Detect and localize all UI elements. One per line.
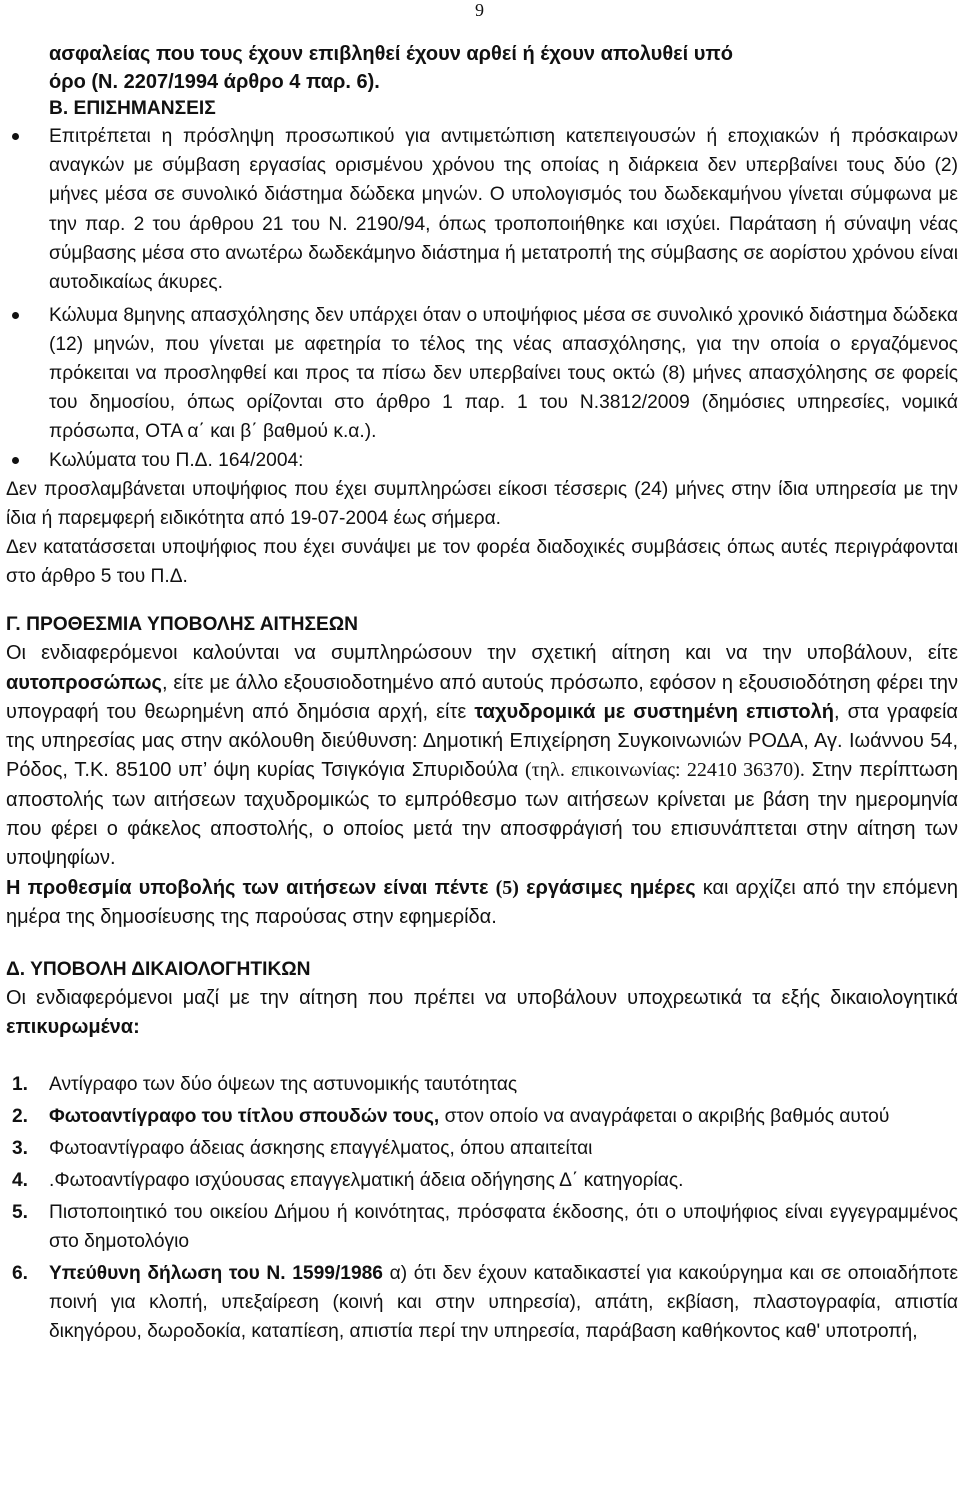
deadline-paragraph [6, 874, 958, 932]
list-number: 2. [12, 1105, 29, 1127]
bold-span: επικυρωμένα: [6, 1015, 140, 1038]
phone-span: (τηλ. επικοινωνίας: 22410 36370). [525, 759, 805, 782]
top-text [6, 40, 958, 96]
bullet-text: Κωλύματα του Π.Δ. 164/2004: [49, 450, 304, 472]
section-g-title: Γ. ΠΡΟΘΕΣΜΙΑ ΥΠΟΒΟΛΗΣ ΑΙΤΗΣΕΩΝ [6, 614, 359, 636]
list-text: α) ότι δεν έχουν καταδικαστεί για κακούργημα και σε οποιαδήποτε ποινή για κλοπή, υπεξαίρεση (κοινή και στην υπηρεσία), απάτη, εκβίαση, πλαστογραφία, απιστία δικηγόρου, δωροδοκία, καταπίεση, απιστία περί την υπηρεσία, παράβαση καθήκοντος καθ' υποτροπή, [49, 1262, 959, 1342]
bullet-item [6, 446, 958, 475]
text-span: και αρχίζει από την επόμενη ημέρα της δημοσίευσης της παρούσας στην εφημερίδα. [6, 876, 959, 928]
list-number: 3. [12, 1137, 29, 1159]
bullet-dot-icon [12, 133, 19, 140]
spacer [6, 932, 958, 956]
list-text: Πιστοποιητικό του οικείου Δήμου ή κοινότητας, πρόσφατα έκδοσης, ότι ο υποψήφιος είναι εγγεγραμμένος στο δημοτολόγιο [49, 1201, 958, 1252]
section-d-title: Δ. ΥΠΟΒΟΛΗ ΔΙΚΑΙΟΛΟΓΗΤΙΚΩΝ [6, 958, 311, 980]
list-bold-text: Φωτοαντίγραφο του τίτλου σπουδών τους, [49, 1105, 440, 1127]
bullet-dot-icon [12, 457, 19, 464]
text-span: Οι ενδιαφερόμενοι καλούνται να συμπληρώσουν την σχετική αίτηση και να την υποβάλουν, είτε [6, 642, 958, 665]
list-item [6, 1259, 958, 1346]
list-text: Αντίγραφο των δύο όψεων της αστυνομικής ταυτότητας [49, 1073, 518, 1095]
list-bold-text: Υπεύθυνη δήλωση του Ν. 1599/1986 [49, 1262, 383, 1284]
list-number: 4. [12, 1169, 29, 1191]
section-g-body [6, 639, 958, 873]
document-body [6, 40, 958, 1349]
paragraph: Δεν κατατάσσεται υποψήφιος που έχει συνάψει με τον φορέα διαδοχικές συμβάσεις όπως αυτές περιγράφονται στο άρθρο 5 του Π.Δ. [6, 537, 958, 588]
list-text: .Φωτοαντίγραφο ισχύουσας επαγγελματική άδεια οδήγησης Δ΄ κατηγορίας. [49, 1169, 684, 1191]
section-b [6, 96, 958, 122]
spacer [6, 1042, 958, 1070]
spacer [6, 591, 958, 611]
text-span: , είτε με άλλο εξουσιοδοτημένο από αυτούς πρόσωπο, εφόσον η εξουσιοδότηση φέρει την υπογραφή του θεωρημένη από δημόσια αρχή, είτε [6, 671, 958, 723]
list-item [6, 1134, 958, 1163]
bold-span: Η προθεσμία υποβολής των αιτήσεων είναι πέντε [6, 876, 496, 899]
list-item [6, 1166, 958, 1195]
section-b-bullets [6, 122, 958, 475]
list-number: 6. [12, 1262, 29, 1284]
paragraph: Δεν προσλαμβάνεται υποψήφιος που έχει συμπληρώσει είκοσι τέσσερις (24) μήνες στην ίδια υπηρεσία με την ίδια ή παρεμφερή ειδικότητα από 19-07-2004 έως σήμερα. [6, 479, 958, 530]
text-span: Στην περίπτωση αποστολής των αιτήσεων ταχυδρομικώς το εμπρόθεσμο των αιτήσεων κρίνεται με βάση την ημερομηνία που φέρει ο φάκελος αποστολής, ο οποίος μετά την αποσφράγισή του επισυνάπτεται στην αίτηση των υποψηφίων. [6, 759, 958, 870]
top-text-line: όρο (Ν. 2207/1994 άρθρο 4 παρ. 6). [49, 71, 380, 93]
section-d-intro [6, 984, 958, 1042]
list-item [6, 1102, 958, 1131]
list-item [6, 1198, 958, 1256]
list-text: Φωτοαντίγραφο άδειας άσκησης επαγγέλματος, όπου απαιτείται [49, 1137, 593, 1159]
bold-span: αυτοπροσώπως [6, 671, 162, 694]
list-number: 1. [12, 1073, 29, 1095]
page-number: 9 [475, 0, 484, 20]
bullet-item [6, 122, 958, 297]
documents-list [6, 1070, 958, 1346]
bold-span: (5) [495, 876, 519, 899]
bullet-item [6, 301, 958, 446]
bullet-text: Κώλυμα 8μηνης απασχόλησης δεν υπάρχει όταν ο υποψήφιος μέσα σε συνολικό χρονικό διάστημα δώδεκα (12) μηνών, που γίνεται με αφετηρία το τέλος της νέας απασχόλησης, για την οποία ο εργαζόμενος πρόκειται να προσληφθεί και προς τα πίσω δεν υπερβαίνει τους οκτώ (8) μήνες απασχόλησης σε φορείς του δημοσίου, όπως ορίζονται στο άρθρο 1 παρ. 1 του Ν.3812/2009 (δημόσιες υπηρεσίες, νομικά πρόσωπα, ΟΤΑ α΄ και β΄ βαθμού κ.α.). [49, 305, 958, 443]
bold-span: ταχυδρομικά με συστημένη επιστολή [474, 700, 834, 723]
top-text-line: ασφαλείας που τους έχουν επιβληθεί έχουν αρθεί ή έχουν απολυθεί υπό [49, 43, 733, 65]
bullet-text: Επιτρέπεται η πρόσληψη προσωπικού για αντιμετώπιση κατεπειγουσών ή εποχιακών ή πρόσκαιρων αναγκών με σύμβαση εργασίας ορισμένου χρόνου της οποίας η διάρκεια δεν υπερβαίνει τους δύο (2) μήνες μέσα σε συνολικό διάστημα δώδεκα μηνών. Ο υπολογισμός του δωδεκαμήνου γίνεται σύμφωνα με την παρ. 2 του άρθρου 21 του Ν. 2190/94, όπως τροποποιήθηκε και ισχύει. Παράταση ή σύναψη νέας σύμβασης μέσα στο ανωτέρω δωδεκάμηνο διάστημα ή μετατροπή της σύμβασης σε αορίστου χρόνου είναι αυτοδικαίως άκυρες. [49, 126, 958, 294]
bold-span: εργάσιμες ημέρες [518, 876, 696, 899]
list-item [6, 1070, 958, 1099]
list-text: στον οποίο να αναγράφεται ο ακριβής βαθμός αυτού [439, 1105, 890, 1127]
list-number: 5. [12, 1201, 29, 1223]
section-b-title: Β. ΕΠΙΣΗΜΑΝΣΕΙΣ [49, 98, 216, 119]
text-span: , στα γραφεία της υπηρεσίας μας στην ακόλουθη διεύθυνση: Δημοτική Επιχείρηση Συγκοινωνιών ΡΟΔΑ, Αγ. Ιωάννου 54, Ρόδος, Τ.Κ. 85100 υπ’ όψη κυρίας Τσιγκόγια Σπυριδούλα [6, 700, 958, 782]
bullet-dot-icon [12, 312, 19, 319]
text-span: Οι ενδιαφερόμενοι μαζί με την αίτηση που πρέπει να υποβάλουν υποχρεωτικά τα εξής δικαιολογητικά [6, 986, 958, 1009]
